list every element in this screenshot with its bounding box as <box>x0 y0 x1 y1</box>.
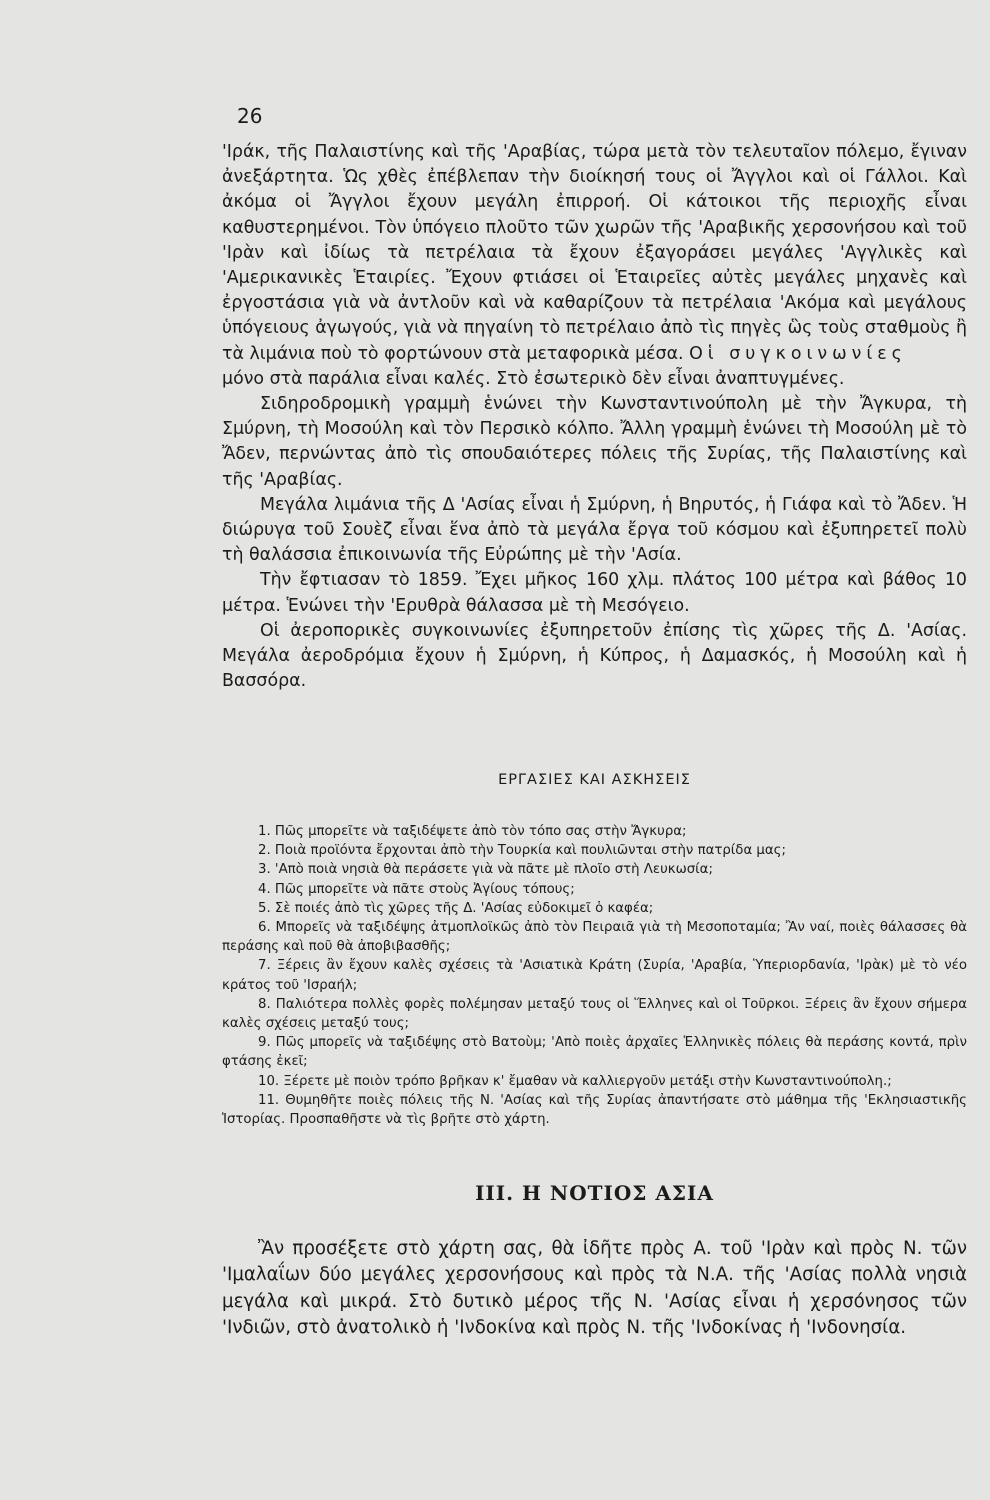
paragraph-air-travel: Οἱ ἀεροπορικὲς συγκοινωνίες ἐξυπηρετοῦν ἐπίσης τὶς χῶρες τῆς Δ. 'Ασίας. Μεγάλα ἀεροδρόμια ἔχουν ἡ Σμύρνη, ἡ Κύπρος, ἡ Δαμασκός, ἡ Μοσούλη καὶ ἡ Βασσόρα. <box>222 620 967 692</box>
exercises-list <box>222 822 967 1129</box>
exercise-item: 4. Πῶς μπορεῖτε νὰ πᾶτε στοὺς Ἁγίους τόπους; <box>258 881 575 897</box>
paragraph-independence <box>222 140 967 367</box>
exercise-item: 6. Μπορεῖς νὰ ταξιδέψης ἀτμοπλοϊκῶς ἀπὸ τὸν Πειραιᾶ γιὰ τὴ Μεσοποταμία; Ἂν ναί, ποιὲς θάλασσες θὰ περάσης καὶ ποῦ θὰ ἀποβιβασθῆς; <box>222 920 967 955</box>
paragraph-railways: Σιδηροδρομικὴ γραμμὴ ἑνώνει τὴν Κωνσταντινούπολη μὲ τὴν Ἄγκυρα, τὴ Σμύρνη, τὴ Μοσούλη καὶ τὸν Περσικὸ κόλπο. Ἄλλη γραμμὴ ἑνώνει τὴ Μοσούλη μὲ τὸ Ἄδεν, περνώντας ἀπὸ τὶς σπουδαιότερες πόλεις τῆς Συρίας, τῆς Παλαιστίνης καὶ τῆς 'Αραβίας. <box>222 394 967 490</box>
exercise-item: 8. Παλιότερα πολλὲς φορὲς πολέμησαν μεταξύ τους οἱ Ἕλληνες καὶ οἱ Τοῦρκοι. Ξέρεις ἂν ἔχουν σήμερα καλὲς σχέσεις μεταξύ τους; <box>222 996 967 1032</box>
paragraph-suez-canal: Τὴν ἔφτιασαν τὸ 1859. Ἔχει μῆκος 160 χλμ. πλάτος 100 μέτρα καὶ βάθος 10 μέτρα. Ἑνώνει τὴν 'Ερυθρὰ θάλασσα μὲ τὴ Μεσόγειο. <box>222 570 967 616</box>
paragraph-text: 'Ιράκ, τῆς Παλαιστίνης καὶ τῆς 'Αραβίας, τώρα μετὰ τὸν τελευταῖον πόλεμο, ἔγιναν ἀνεξάρτητα. Ὡς χθὲς ἐπέβλεπαν τὴν διοίκησή τους οἱ Ἄγγλοι καὶ οἱ Γάλλοι. Καὶ ἀκόμα οἱ Ἄγγλοι ἔχουν μεγάλη ἐπιρροή. Οἱ κάτοικοι τῆς περιοχῆς εἶναι καθυστερημένοι. Τὸν ὑπόγειο πλοῦτο τῶν χωρῶν τῆς 'Αραβικῆς χερσονήσου καὶ τοῦ 'Ιρὰν καὶ ἰδίως τὰ πετρέλαια τὰ ἔχουν ἐξαγοράσει μεγάλες 'Αγγλικὲς καὶ 'Αμερικανικὲς Ἑταιρίες. Ἔχουν φτιάσει οἱ Ἑταιρεῖες αὐτὲς μεγάλες μηχανὲς καὶ ἐργοστάσια γιὰ νὰ ἀντλοῦν καὶ νὰ καθαρίζουν τὰ πετρέλαια 'Ακόμα καὶ μεγάλους ὑπόγειους ἀγωγούς, γιὰ νὰ πηγαίνη τὸ πετρέλαιο ἀπὸ τὶς πηγὲς ὣς τοὺς σταθμοὺς ἢ τὰ λιμάνια ποὺ τὸ φορτώνουν στὰ μεταφορικὰ μέσα. <box>222 142 967 364</box>
paragraph-ports: Μεγάλα λιμάνια τῆς Δ 'Ασίας εἶναι ἡ Σμύρνη, ἡ Βηρυτός, ἡ Γιάφα καὶ τὸ Ἄδεν. Ἡ διώρυγα τοῦ Σουὲζ εἶναι ἕνα ἀπὸ τὰ μεγάλα ἔργα τοῦ κόσμου καὶ ἐξυπηρετεῖ πολὺ τὴ θαλάσσια ἐπικοινωνία τῆς Εὐρώπης μὲ τὴν 'Ασία. <box>222 494 967 566</box>
exercise-item: 2. Ποιὰ προϊόντα ἔρχονται ἀπὸ τὴν Τουρκία καὶ πουλιῶνται στὴν πατρίδα μας; <box>258 843 786 859</box>
exercise-item: 5. Σὲ ποιές ἀπὸ τὶς χῶρες τῆς Δ. 'Ασίας εὐδοκιμεῖ ὁ καφέα; <box>258 900 654 916</box>
exercise-item: 7. Ξέρεις ἂν ἔχουν καλὲς σχέσεις τὰ 'Ασιατικὰ Κράτη (Συρία, 'Αραβία, Ὑπεριορδανία, 'Ιρὰκ) μὲ τὸ νέο κράτος τοῦ 'Ισραήλ; <box>222 958 967 993</box>
exercises-heading: ΕΡΓΑΣΙΕΣ ΚΑΙ ΑΣΚΗΣΕΙΣ <box>498 772 691 788</box>
main-text <box>222 140 967 694</box>
section-paragraph: Ἂν προσέξετε στὸ χάρτη σας, θὰ ἰδῆτε πρὸς Α. τοῦ 'Ιρὰν καὶ πρὸς Ν. τῶν 'Ιμαλαΐων δύο μεγάλες χερσονήσους καὶ πρὸς τὰ Ν.Α. τῆς 'Ασίας πολλὰ νησιὰ μεγάλα καὶ μικρά. Στὸ δυτικὸ μέρος τῆς Ν. 'Ασίας εἶναι ἡ χερσόνησος τῶν 'Ινδιῶν, στὸ ἀνατολικὸ ἡ 'Ινδοκίνα καὶ πρὸς Ν. τῆς 'Ινδοκίνας ἡ 'Ινδονησία. <box>222 1238 967 1339</box>
exercise-item: 9. Πῶς μπορεῖς νὰ ταξιδέψης στὸ Βατοὺμ; 'Απὸ ποιὲς ἀρχαῖες Ἑλληνικὲς πόλεις θὰ περάσης κοντά, πρὶν φτάσης ἐκεῖ; <box>222 1035 967 1070</box>
emphasized-phrase: Οἱ συγκοινωνίες <box>689 343 907 364</box>
exercise-item: 10. Ξέρετε μὲ ποιὸν τρόπο βρῆκαν κ' ἔμαθαν νὰ καλλιεργοῦν μετάξι στὴν Κωνσταντινούπολη.; <box>258 1073 892 1089</box>
section-heading: III. Η ΝΟΤΙΟΣ ΑΣΙΑ <box>475 1181 714 1205</box>
exercise-item: 11. Θυμηθῆτε ποιὲς πόλεις τῆς Ν. 'Ασίας καὶ τῆς Συρίας ἀπαντήσατε στὸ μάθημα τῆς 'Εκλησιαστικῆς Ἱστορίας. Προσπαθῆστε νὰ τὶς βρῆτε στὸ χάρτη. <box>222 1092 967 1128</box>
page-number: 26 <box>237 104 263 128</box>
exercise-item: 1. Πῶς μπορεῖτε νὰ ταξιδέψετε ἀπὸ τὸν τόπο σας στὴν Ἄγκυρα; <box>258 824 687 839</box>
exercise-item: 3. 'Απὸ ποιὰ νησιὰ θὰ περάσετε γιὰ νὰ πᾶτε μὲ πλοῖο στὴ Λευκωσία; <box>258 862 713 878</box>
section-body <box>222 1236 967 1342</box>
paragraph-communications: μόνο στὰ παράλια εἶναι καλές. Στὸ ἐσωτερικὸ δὲν εἶναι ἀναπτυγμένες. <box>222 368 845 389</box>
